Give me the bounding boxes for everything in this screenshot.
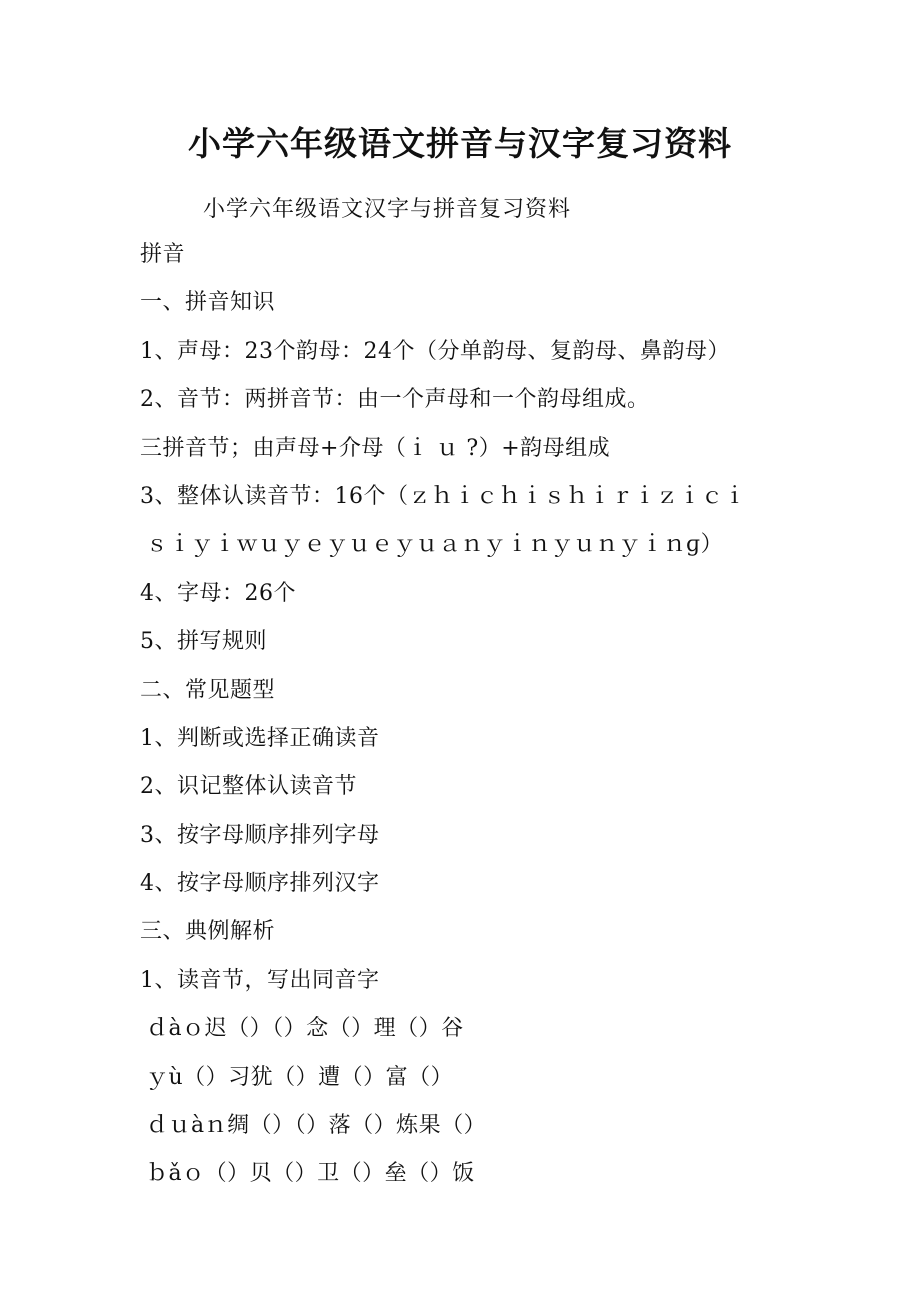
text-line-question-type-4: 4、按字母顺序排列汉字 xyxy=(140,871,380,897)
text-line-spelling-rules: 5、拼写规则 xyxy=(140,629,267,655)
text-line-whole-syllables-continued: ｓｉｙｉｗｕｙｅｙｕｅｙｕａｎｙｉｎｙｕｎｙｉｎɡ） xyxy=(146,532,724,558)
document-title: 小学六年级语文拼音与汉字复习资料 xyxy=(188,124,732,163)
exercise-line-dao: ｄàｏ迟（）（）念（）理（）谷 xyxy=(146,1016,464,1042)
exercise-line-bao: ｂǎｏ（）贝（）卫（）垒（）饭 xyxy=(146,1161,475,1187)
text-line-three-part-syllables: 三拼音节；由声母+介母（ｉ ｕ ?）+韵母组成 xyxy=(140,435,611,461)
text-line-example-1: 1、读音节，写出同音字 xyxy=(140,967,380,993)
section-heading-pinyin: 拼音 xyxy=(140,242,186,267)
document-body xyxy=(140,238,820,1206)
text-line-initials-finals: 1、声母：23个韵母：24个（分单韵母、复韵母、鼻韵母） xyxy=(140,338,730,364)
text-line-whole-syllables: 3、整体认读音节：16个（ｚｈｉｃｈｉｓｈｉｒｉｚｉｃｉ xyxy=(140,483,746,509)
section-heading-question-types: 二、常见题型 xyxy=(140,677,276,703)
text-line-two-part-syllables: 2、音节：两拼音节：由一个声母和一个韵母组成。 xyxy=(140,387,650,413)
section-heading-examples: 三、典例解析 xyxy=(140,919,276,945)
text-line-letters: 4、字母：26个 xyxy=(140,580,296,606)
text-line-question-type-2: 2、识记整体认读音节 xyxy=(140,774,357,800)
text-line-question-type-3: 3、按字母顺序排列字母 xyxy=(140,822,380,848)
section-heading-pinyin-knowledge: 一、拼音知识 xyxy=(140,290,276,316)
document-subtitle: 小学六年级语文汉字与拼音复习资料 xyxy=(203,197,572,222)
text-line-question-type-1: 1、判断或选择正确读音 xyxy=(140,725,380,751)
exercise-line-yu: ｙù（）习犹（）遭（）富（） xyxy=(146,1064,454,1090)
exercise-line-duan: ｄｕàｎ绸（）（）落（）炼果（） xyxy=(146,1113,487,1139)
